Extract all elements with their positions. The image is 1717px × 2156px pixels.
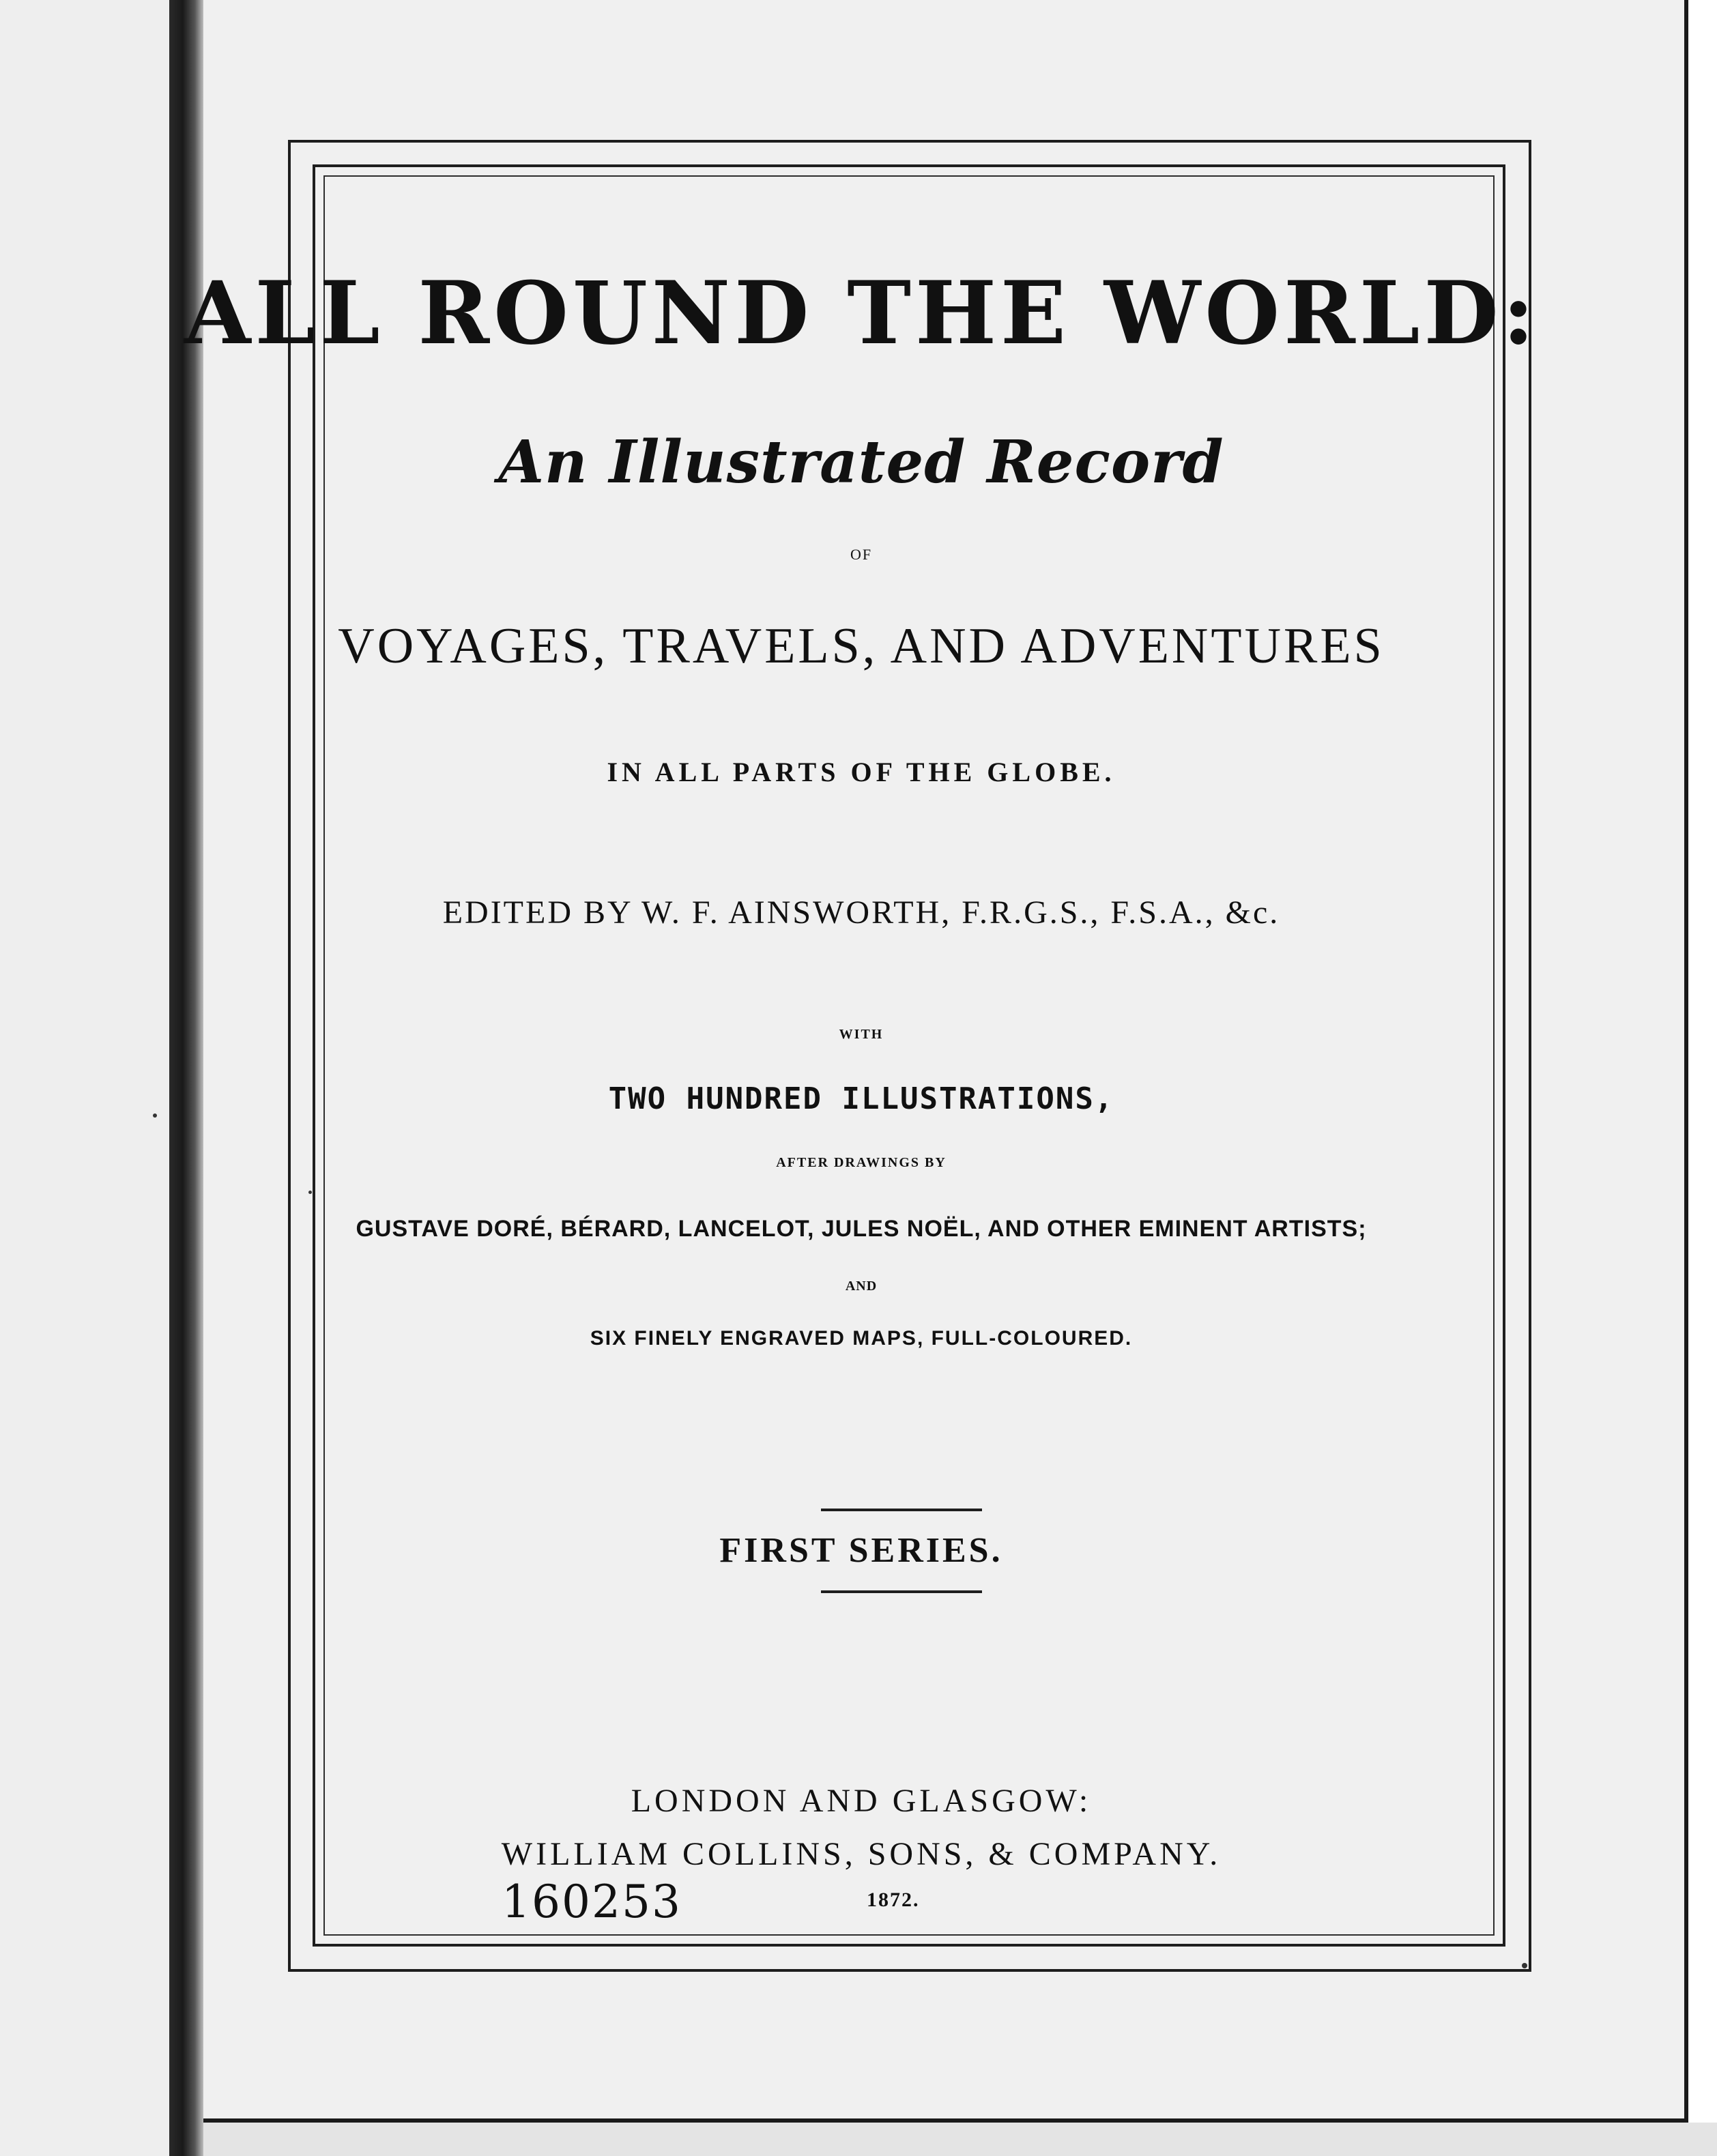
scope-line: IN ALL PARTS OF THE GLOBE. bbox=[607, 757, 1116, 787]
publisher-name: WILLIAM COLLINS, SONS, & COMPANY. bbox=[501, 1836, 1222, 1872]
connector-after-drawings: AFTER DRAWINGS BY bbox=[776, 1155, 947, 1170]
scan-edge bbox=[203, 2123, 1717, 2156]
scan-speck bbox=[153, 1113, 157, 1118]
connector-of: OF bbox=[850, 546, 873, 563]
maps-line: SIX FINELY ENGRAVED MAPS, FULL-COLOURED. bbox=[590, 1327, 1133, 1350]
book-title: ALL ROUND THE WORLD: bbox=[184, 263, 1539, 364]
series-rule-top bbox=[821, 1509, 982, 1511]
connector-and: AND bbox=[845, 1279, 878, 1294]
series-label: FIRST SERIES. bbox=[719, 1531, 1003, 1570]
artists-line: GUSTAVE DORÉ, BÉRARD, LANCELOT, JULES NOËL, AND OTHER EMINENT ARTISTS; bbox=[356, 1216, 1367, 1242]
scan-speck bbox=[1522, 1963, 1527, 1968]
illustrations-line: TWO HUNDRED ILLUSTRATIONS, bbox=[608, 1081, 1114, 1116]
library-stamp-number: 160253 bbox=[502, 1876, 682, 1928]
book-subtitle: An Illustrated Record bbox=[498, 428, 1224, 497]
editor-line: EDITED BY W. F. AINSWORTH, F.R.G.S., F.S.A., &c. bbox=[442, 894, 1280, 931]
subject-line: VOYAGES, TRAVELS, AND ADVENTURES bbox=[338, 618, 1385, 674]
publication-place: LONDON AND GLASGOW: bbox=[631, 1783, 1092, 1819]
publication-year: 1872. bbox=[867, 1889, 920, 1911]
scan-speck bbox=[308, 1191, 312, 1194]
series-rule-bottom bbox=[821, 1590, 982, 1593]
connector-with: WITH bbox=[839, 1027, 884, 1042]
